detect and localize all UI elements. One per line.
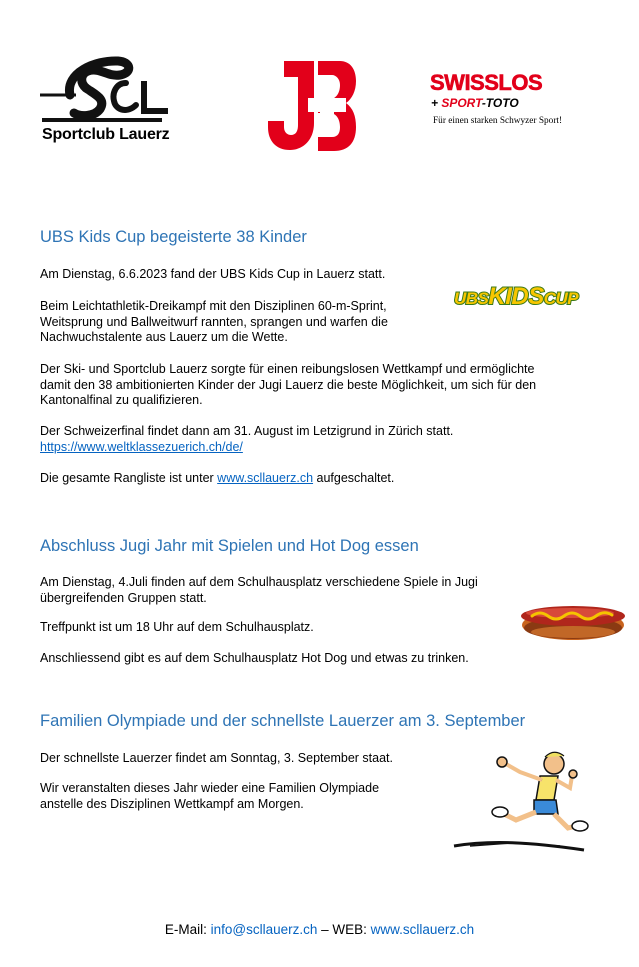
section1-p3-line1: Der Ski- und Sportclub Lauerz sorgte für einen reibungslosen Wettkampf und ermöglichte xyxy=(40,362,535,376)
weltklasse-link[interactable]: https://www.weltklassezuerich.ch/de/ xyxy=(40,439,243,454)
section1-p2-line2: Weitsprung und Ballweitwurf rannten, sprangen und warfen die xyxy=(40,314,388,329)
scllauerz-link[interactable]: www.scllauerz.ch xyxy=(217,471,314,485)
section2-p1 xyxy=(40,575,478,606)
jugend-sport-logo xyxy=(268,61,356,151)
section1-p3 xyxy=(40,362,536,409)
footer-separator: – WEB: xyxy=(317,922,371,937)
kids-logo-ubs: UBS xyxy=(454,289,489,308)
runner-cartoon-icon xyxy=(450,742,600,857)
section1-p2-line1: Beim Leichtathletik-Dreikampf mit den Disziplinen 60-m-Sprint, xyxy=(40,299,387,313)
swisslos-title: SWISSLOS xyxy=(430,70,543,95)
swisslos-logo xyxy=(430,70,570,130)
sportclub-lauerz-logo xyxy=(40,55,176,150)
section3-p2-line1: Wir veranstalten dieses Jahr wieder eine Familien Olympiade xyxy=(40,781,380,795)
section1-p3-line3: Kantonalfinal zu qualifizieren. xyxy=(40,393,203,407)
scl-swoosh-logo-icon xyxy=(40,55,176,127)
hot-dog-icon xyxy=(520,594,626,644)
section1-p4-line1: Der Schweizerfinal findet dann am 31. August im Letzigrund in Zürich statt. xyxy=(40,424,454,438)
section2-p1-line1: Am Dienstag, 4.Juli finden auf dem Schulhausplatz verschiedene Spiele in Jugi xyxy=(40,575,478,589)
scl-caption: Sportclub Lauerz xyxy=(42,126,170,143)
section1-p5-pre: Die gesamte Rangliste ist unter xyxy=(40,471,218,485)
section1-heading: UBS Kids Cup begeisterte 38 Kinder xyxy=(40,228,307,246)
section1-p5-post: aufgeschaltet. xyxy=(313,471,395,485)
section1-p2-line3: Nachwuchstalente aus Lauerz um die Wette. xyxy=(40,330,288,344)
kids-logo-kids: KIDS xyxy=(488,283,544,310)
section1-p5 xyxy=(40,471,394,487)
section3-p2-line2: anstelle des Disziplinen Wettkampf am Morgen. xyxy=(40,796,304,811)
footer xyxy=(0,922,639,937)
swisslos-tagline: Für einen starken Schwyzer Sport! xyxy=(433,116,563,126)
section1-p2 xyxy=(40,299,388,346)
section1-p3-line2: damit den 38 ambitionierten Kinder der Jugi Lauerz die beste Möglichkeit, um sich für den xyxy=(40,377,537,392)
section1-p4 xyxy=(40,424,453,455)
section3-heading: Familien Olympiade und der schnellste Lauerzer am 3. September xyxy=(40,712,526,730)
plus-sign: + xyxy=(431,96,442,110)
section3-p2 xyxy=(40,781,379,812)
footer-email-label: E-Mail: xyxy=(164,922,211,937)
toto-word: -TOTO xyxy=(481,96,519,110)
section2-p3: Anschliessend gibt es auf dem Schulhausplatz Hot Dog und etwas zu trinken. xyxy=(40,651,469,665)
kids-logo-cup: CUP xyxy=(543,289,579,308)
footer-email-link[interactable]: info@scllauerz.ch xyxy=(210,922,318,937)
section2-p2: Treffpunkt ist um 18 Uhr auf dem Schulhausplatz. xyxy=(40,620,314,634)
ubs-kids-cup-text xyxy=(454,283,578,311)
ubs-kids-cup-logo xyxy=(450,280,620,316)
section2-heading: Abschluss Jugi Jahr mit Spielen und Hot Dog essen xyxy=(40,537,419,555)
sport-word: SPORT xyxy=(441,96,482,110)
section2-p1-line2: übergreifenden Gruppen statt. xyxy=(40,590,207,605)
footer-web-link[interactable]: www.scllauerz.ch xyxy=(370,922,475,937)
sport-toto-label xyxy=(431,96,519,110)
jugend-sport-logo-icon xyxy=(268,61,356,151)
section3-p1: Der schnellste Lauerzer findet am Sonntag, 3. September staat. xyxy=(40,751,393,765)
section1-p1: Am Dienstag, 6.6.2023 fand der UBS Kids Cup in Lauerz statt. xyxy=(40,267,386,281)
